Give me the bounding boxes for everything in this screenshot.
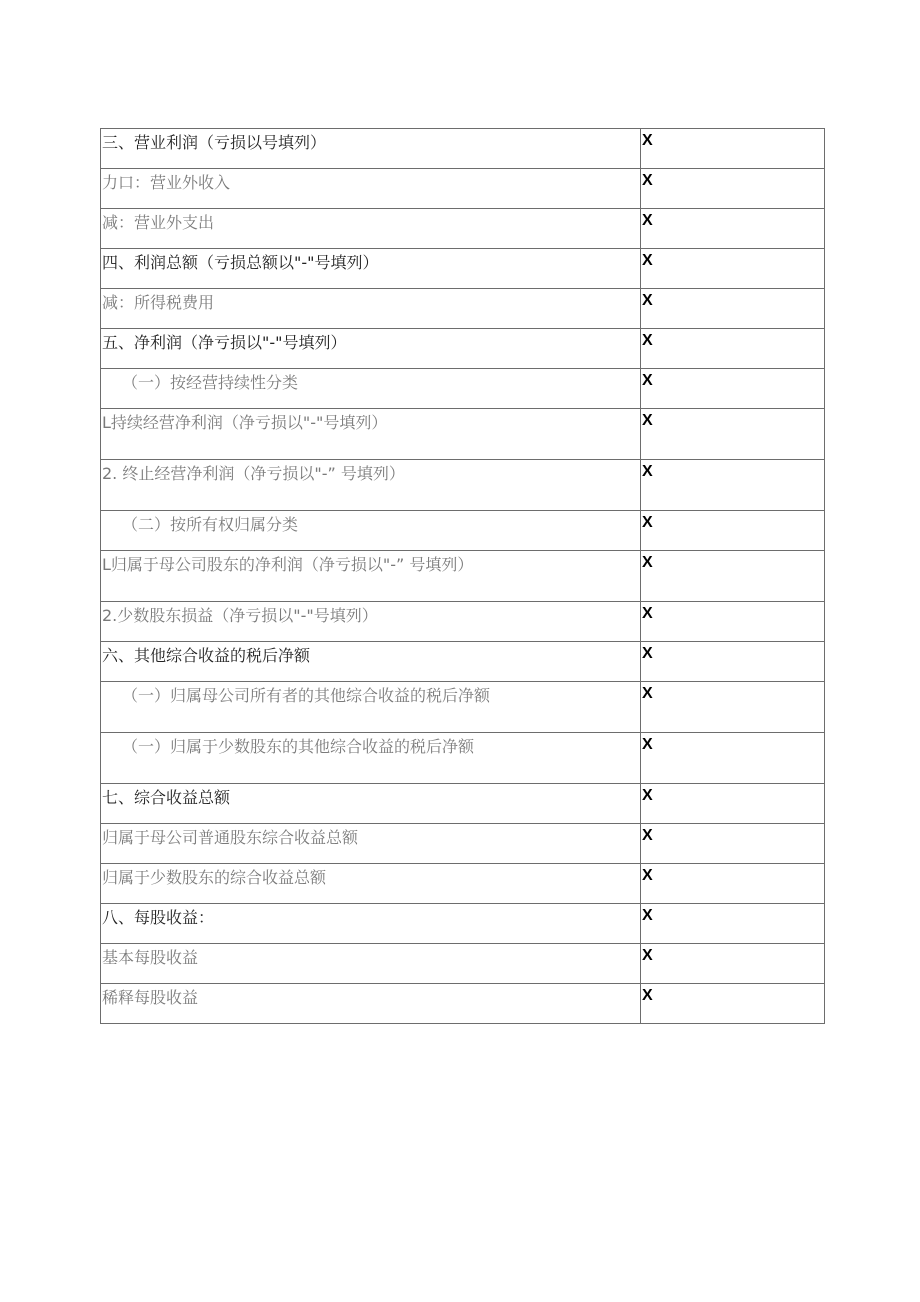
row-value: X: [641, 864, 825, 904]
row-value: X: [641, 511, 825, 551]
row-label: （一）归属母公司所有者的其他综合收益的税后净额: [101, 682, 641, 733]
row-label: 七、综合收益总额: [101, 784, 641, 824]
row-value: X: [641, 409, 825, 460]
table-row: [101, 784, 825, 824]
row-value: X: [641, 209, 825, 249]
table-row: [101, 289, 825, 329]
table-row: [101, 209, 825, 249]
table-row: [101, 409, 825, 460]
table-row: [101, 511, 825, 551]
table-row: [101, 733, 825, 784]
row-value: X: [641, 602, 825, 642]
row-label: （一）按经营持续性分类: [101, 369, 641, 409]
row-label: （一）归属于少数股东的其他综合收益的税后净额: [101, 733, 641, 784]
row-label: 力口：营业外收入: [101, 169, 641, 209]
row-label: 六、其他综合收益的税后净额: [101, 642, 641, 682]
row-value: X: [641, 642, 825, 682]
table-row: [101, 642, 825, 682]
row-label: 2.少数股东损益（净亏损以"-"号填列）: [101, 602, 641, 642]
table-row: [101, 169, 825, 209]
table-row: [101, 249, 825, 289]
table-row: [101, 682, 825, 733]
row-value: X: [641, 249, 825, 289]
table-row: [101, 329, 825, 369]
table-row: [101, 984, 825, 1024]
row-label: 2. 终止经营净利润（净亏损以"-” 号填列）: [101, 460, 641, 511]
row-value: X: [641, 904, 825, 944]
table-row: [101, 904, 825, 944]
table-row: [101, 824, 825, 864]
row-label: 减：所得税费用: [101, 289, 641, 329]
row-value: X: [641, 984, 825, 1024]
row-label: （二）按所有权归属分类: [101, 511, 641, 551]
row-label: 三、营业利润（亏损以号填列）: [101, 129, 641, 169]
table-row: [101, 369, 825, 409]
row-label: 稀释每股收益: [101, 984, 641, 1024]
income-statement-table: [100, 128, 825, 1024]
row-value: X: [641, 784, 825, 824]
row-label: 减：营业外支出: [101, 209, 641, 249]
table-row: [101, 602, 825, 642]
row-label: 基本每股收益: [101, 944, 641, 984]
row-label: 五、净利润（净亏损以"-"号填列）: [101, 329, 641, 369]
table-row: [101, 460, 825, 511]
row-label: L归属于母公司股东的净利润（净亏损以"-” 号填列）: [101, 551, 641, 602]
row-label: 归属于母公司普通股东综合收益总额: [101, 824, 641, 864]
row-value: X: [641, 169, 825, 209]
row-value: X: [641, 289, 825, 329]
table-row: [101, 864, 825, 904]
row-label: 归属于少数股东的综合收益总额: [101, 864, 641, 904]
row-label: L持续经营净利润（净亏损以"-"号填列）: [101, 409, 641, 460]
row-value: X: [641, 824, 825, 864]
table-row: [101, 551, 825, 602]
row-label: 四、利润总额（亏损总额以"-"号填列）: [101, 249, 641, 289]
row-label: 八、每股收益：: [101, 904, 641, 944]
row-value: X: [641, 733, 825, 784]
income-statement-sheet: [100, 128, 822, 1024]
row-value: X: [641, 460, 825, 511]
row-value: X: [641, 551, 825, 602]
row-value: X: [641, 329, 825, 369]
row-value: X: [641, 944, 825, 984]
table-row: [101, 129, 825, 169]
row-value: X: [641, 682, 825, 733]
row-value: X: [641, 369, 825, 409]
table-row: [101, 944, 825, 984]
row-value: X: [641, 129, 825, 169]
